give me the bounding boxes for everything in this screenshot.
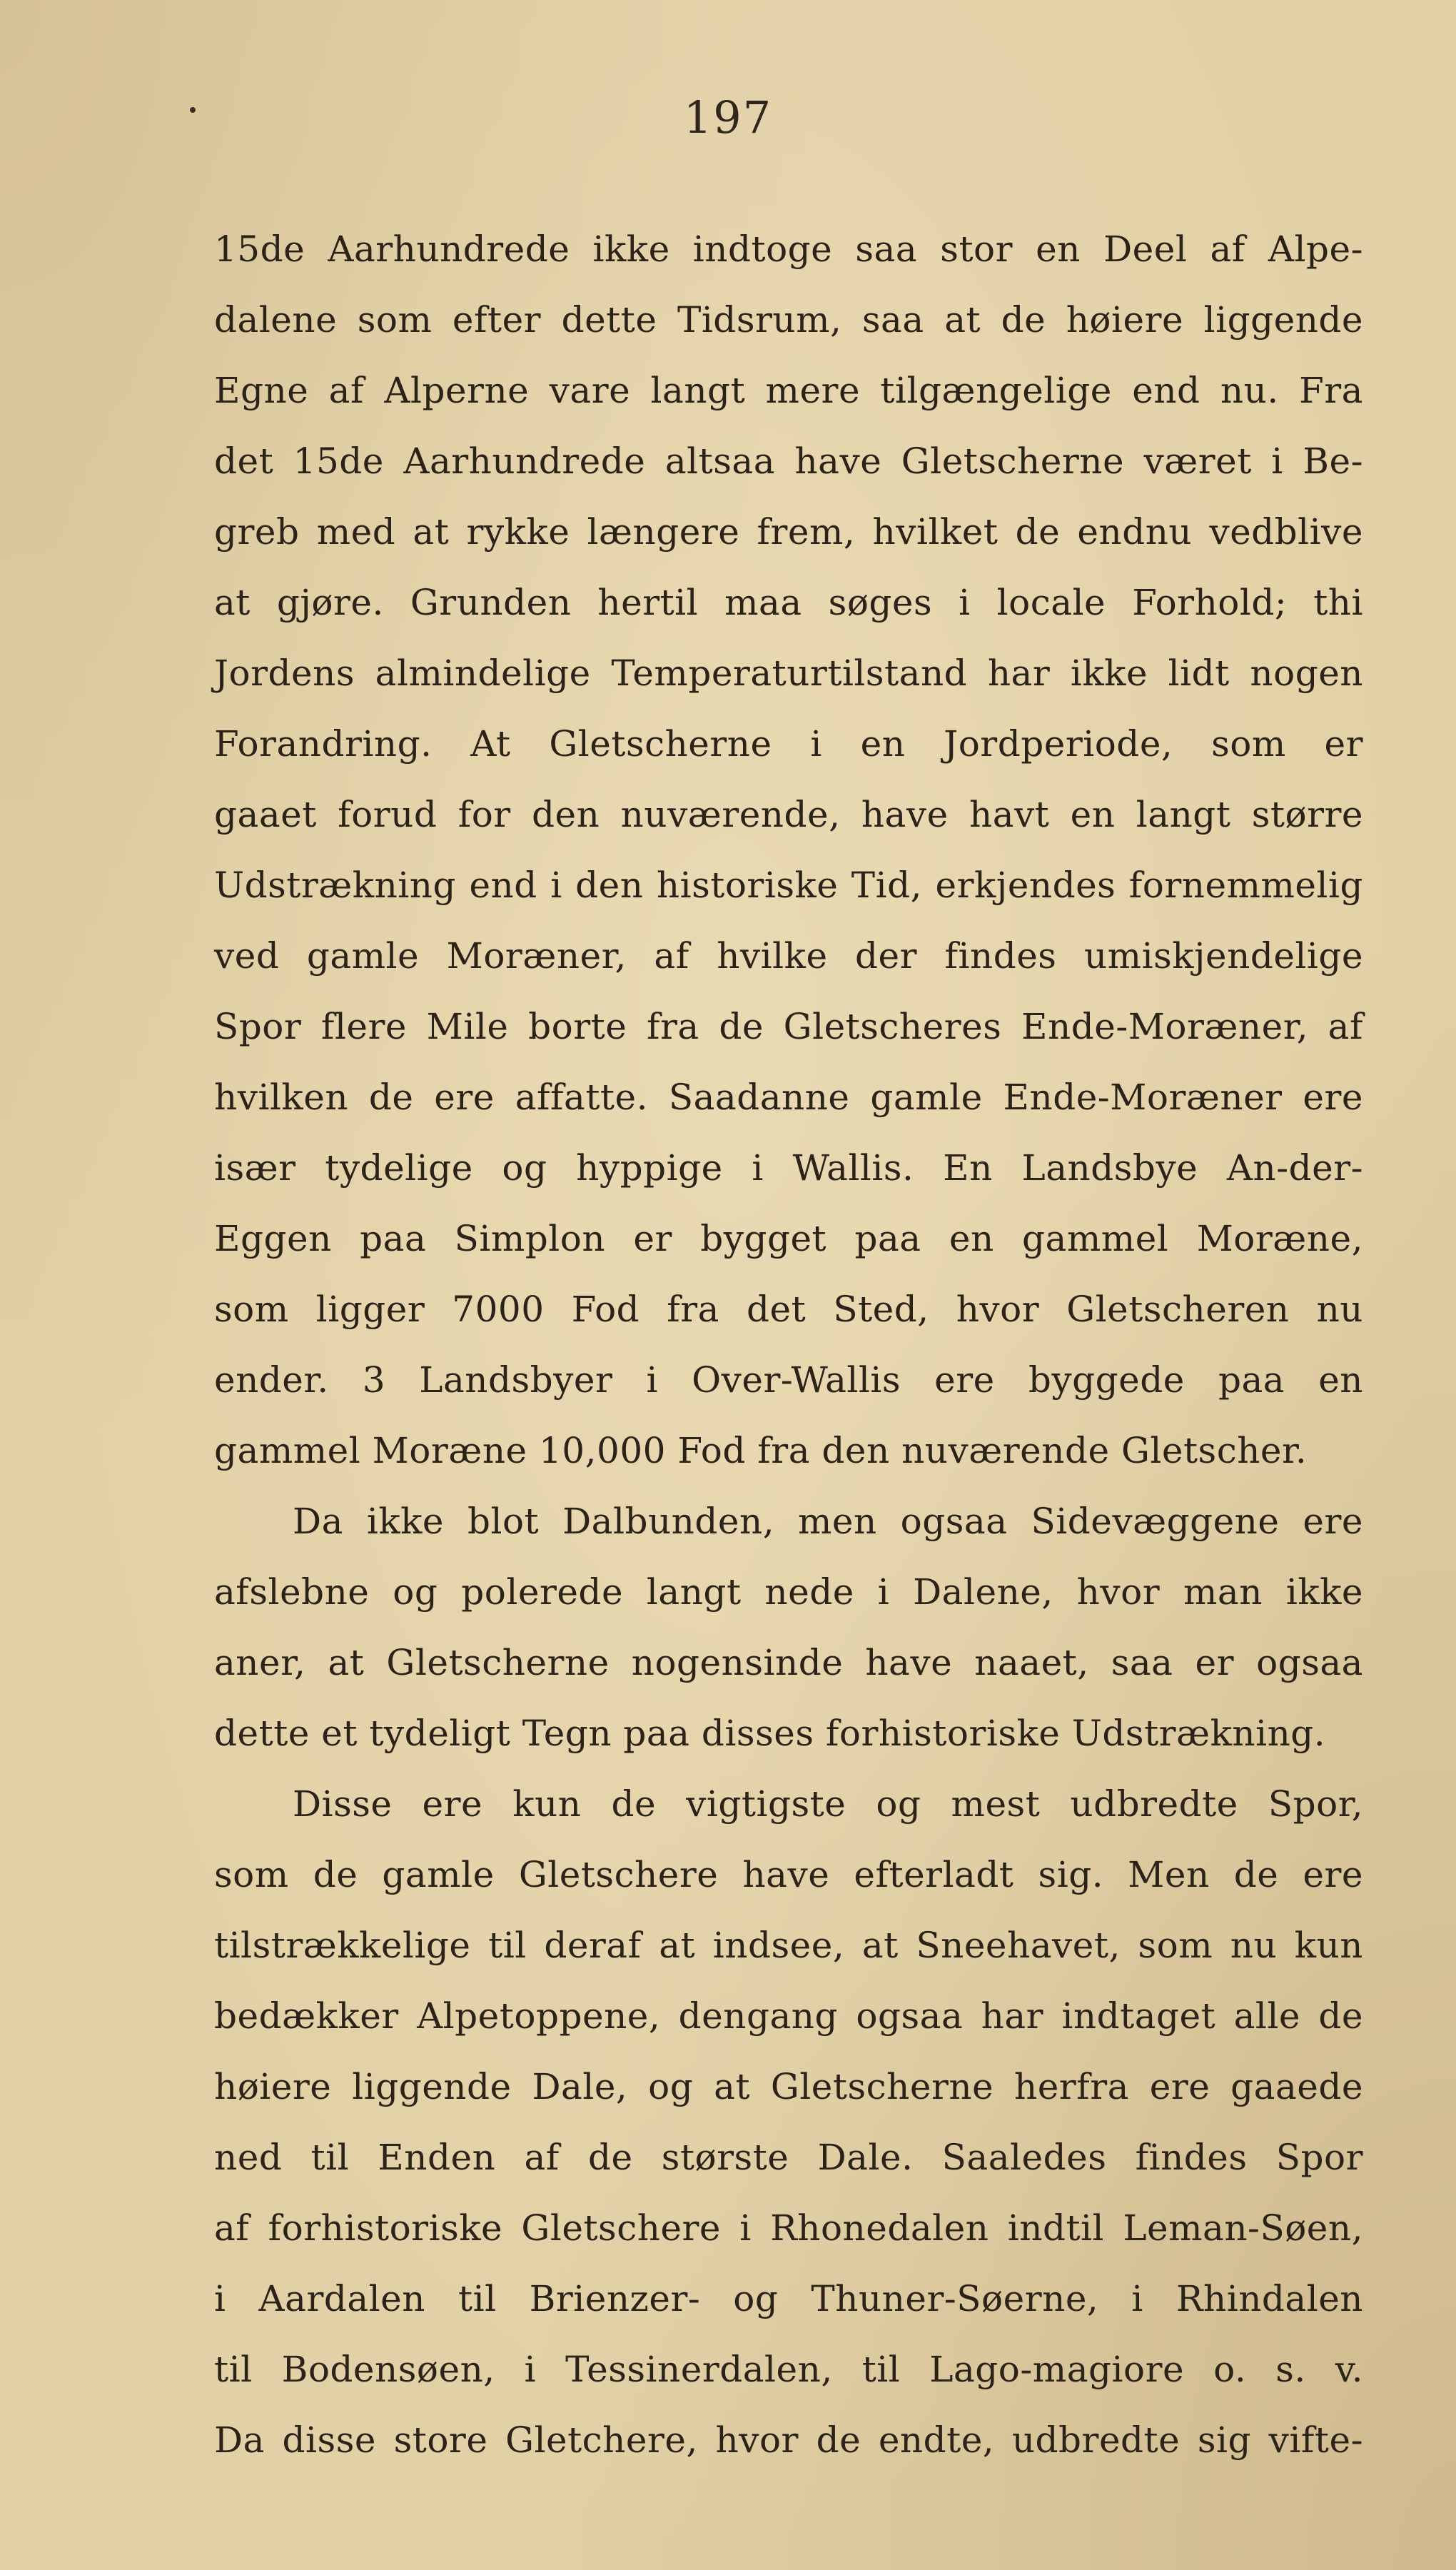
- text-line: Jordens almindelige Temperaturtilstand har ikke lidt nogen: [214, 652, 1363, 694]
- text-line: ned til Enden af de største Dale. Saaledes findes Spor: [214, 2137, 1363, 2178]
- text-line: som ligger 7000 Fod fra det Sted, hvor Gletscheren nu: [214, 1289, 1363, 1330]
- text-line: ender. 3 Landsbyer i Over-Wallis ere byggede paa en: [214, 1359, 1363, 1401]
- text-line: hvilken de ere affatte. Saadanne gamle Ende-Moræner ere: [214, 1077, 1363, 1118]
- page-number: 197: [683, 91, 773, 143]
- text-line: især tydelige og hyppige i Wallis. En Landsbye An-der-: [214, 1147, 1363, 1189]
- text-line: ved gamle Moræner, af hvilke der findes umiskjendelige: [214, 935, 1363, 977]
- body-text: [214, 214, 1363, 2476]
- text-line: i Aardalen til Brienzer- og Thuner-Søerne, i Rhindalen: [214, 2278, 1363, 2319]
- text-line: Forandring. At Gletscherne i en Jordperiode, som er: [214, 723, 1363, 765]
- text-line: dette et tydeligt Tegn paa disses forhistoriske Udstrækning.: [214, 1713, 1326, 1754]
- text-line: gaaet forud for den nuværende, have havt en langt større: [214, 794, 1363, 835]
- text-line: Udstrækning end i den historiske Tid, erkjendes fornemmelig: [214, 865, 1363, 906]
- text-line: at gjøre. Grunden hertil maa søges i locale Forhold; thi: [214, 582, 1363, 623]
- text-line: Eggen paa Simplon er bygget paa en gammel Moræne,: [214, 1218, 1363, 1259]
- text-line: Disse ere kun de vigtigste og mest udbredte Spor,: [293, 1783, 1363, 1825]
- text-line: som de gamle Gletschere have efterladt sig. Men de ere: [214, 1854, 1363, 1895]
- text-line: 15de Aarhundrede ikke indtoge saa stor en Deel af Alpe-: [214, 228, 1363, 270]
- text-line: greb med at rykke længere frem, hvilket de endnu vedblive: [214, 511, 1363, 553]
- text-line: Spor flere Mile borte fra de Gletscheres Ende-Moræner, af: [214, 1006, 1363, 1047]
- text-line: aner, at Gletscherne nogensinde have naaet, saa er ogsaa: [214, 1642, 1363, 1683]
- text-line: Egne af Alperne vare langt mere tilgængelige end nu. Fra: [214, 370, 1363, 411]
- text-line: tilstrækkelige til deraf at indsee, at Sneehavet, som nu kun: [214, 1925, 1363, 1966]
- text-line: dalene som efter dette Tidsrum, saa at de høiere liggende: [214, 299, 1363, 341]
- text-line: det 15de Aarhundrede altsaa have Gletscherne været i Be-: [214, 440, 1363, 482]
- text-line: høiere liggende Dale, og at Gletscherne herfra ere gaaede: [214, 2066, 1363, 2107]
- text-line: bedækker Alpetoppene, dengang ogsaa har indtaget alle de: [214, 1995, 1363, 2037]
- text-line: Da ikke blot Dalbunden, men ogsaa Sidevæggene ere: [293, 1501, 1363, 1542]
- text-line: afslebne og polerede langt nede i Dalene, hvor man ikke: [214, 1571, 1363, 1613]
- text-line: af forhistoriske Gletschere i Rhonedalen indtil Leman-Søen,: [214, 2207, 1363, 2249]
- text-line: gammel Moræne 10,000 Fod fra den nuværende Gletscher.: [214, 1430, 1308, 1471]
- text-line: til Bodensøen, i Tessinerdalen, til Lago-magiore o. s. v.: [214, 2349, 1363, 2390]
- text-line: Da disse store Gletchere, hvor de endte, udbredte sig vifte-: [214, 2419, 1363, 2461]
